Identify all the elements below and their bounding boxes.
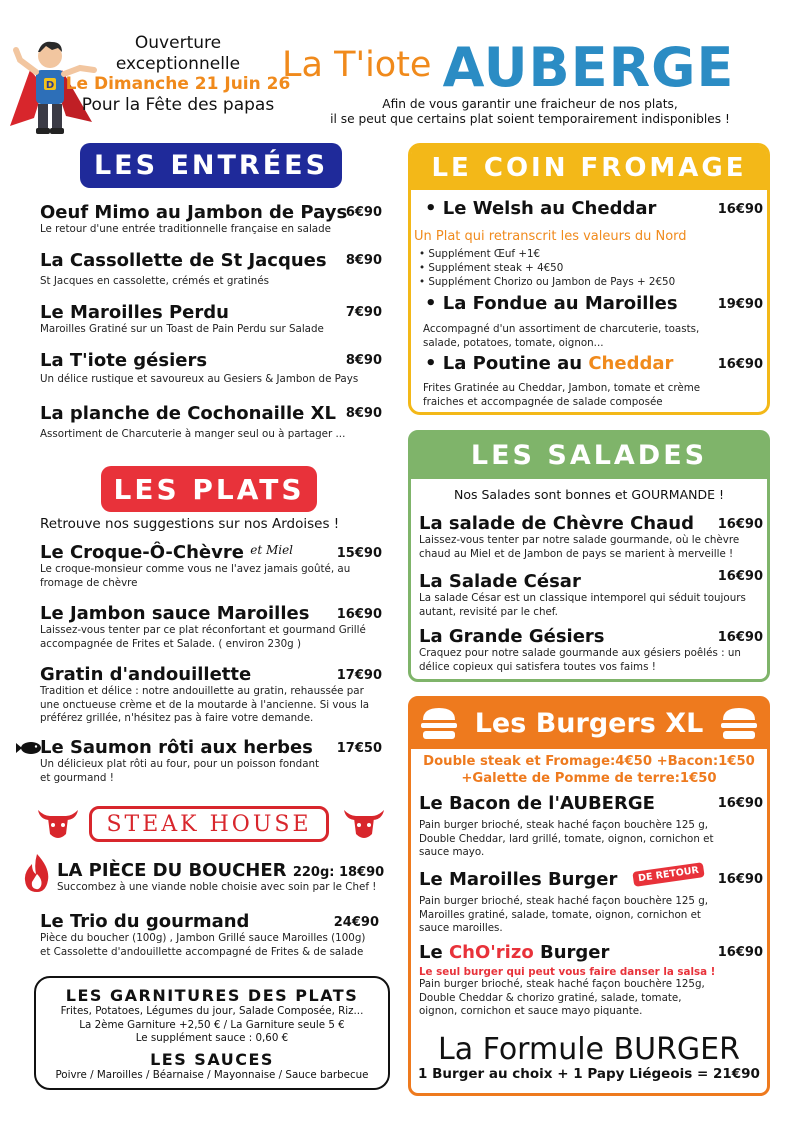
entree-item (40, 202, 385, 237)
steak-house-title: STEAK HOUSE (89, 806, 329, 842)
entree-desc: Un délice rustique et savoureux au Gesiers & Jambon de Pays (40, 373, 359, 385)
sauces-title: LES SAUCES (150, 1049, 274, 1069)
salade-item (419, 626, 763, 674)
entree-desc: Assortiment de Charcuterie à manger seul ou à partager ... (40, 428, 346, 440)
entree-desc: Maroilles Gratiné sur un Toast de Pain Perdu sur Salade (40, 323, 324, 335)
plat-name: Le Croque-Ô-Chèvre (40, 542, 244, 563)
plat-price: 17€50 (336, 741, 382, 756)
burgers-box (408, 696, 770, 1096)
fromage-title: LE COIN FROMAGE (411, 146, 767, 190)
plat-name: Le Jambon sauce Maroilles (40, 603, 310, 624)
fish-icon (16, 741, 42, 755)
piece-du-boucher (57, 860, 387, 895)
de-retour-badge: DE RETOUR (632, 862, 704, 887)
salades-subtitle: Nos Salades sont bonnes et GOURMANDE ! (453, 487, 724, 502)
fondue-desc (423, 323, 699, 350)
entree-item (40, 250, 385, 289)
burger-desc: Pain burger brioché, steak haché façon bouchère 125 g, (419, 895, 709, 907)
supplement-list: • Supplément Œuf +1€ • Supplément steak + 4€50 • Supplément Chorizo ou Jambon de Pays + 2€50 (419, 248, 676, 288)
entree-desc: Le retour d'une entrée traditionnelle française en salade (40, 223, 331, 235)
chorizo-tagline: Le seul burger qui peut vous faire danser la salsa ! (419, 966, 716, 978)
burger-supplements (411, 754, 767, 787)
welsh-name: Le Welsh au Cheddar (442, 198, 657, 219)
freshness-line-1: Afin de vous garantir une fraicheur de nos plats, (382, 97, 678, 111)
fondue-item: • La Fondue au Maroilles 19€90 (425, 293, 763, 314)
welsh-item: • Le Welsh au Cheddar 16€90 (425, 198, 763, 219)
burger-name-accent: ChO'rizo (448, 942, 534, 963)
plat-name: Le Saumon rôti aux herbes (40, 737, 313, 758)
burger-icon (719, 706, 759, 742)
bull-head-icon (36, 808, 80, 842)
plats-subtitle: Retrouve nos suggestions sur nos Ardoises ! (40, 516, 340, 532)
entree-item (40, 350, 385, 387)
opening-line-1: Ouverture (134, 33, 222, 53)
salade-desc: Laissez-vous tenter par notre salade gourmande, où le chèvre (419, 534, 740, 546)
salades-title: LES SALADES (411, 433, 767, 479)
plat-price: 15€90 (336, 546, 382, 561)
plat-desc: Un délicieux plat rôti au four, pour un poisson fondant (40, 758, 320, 770)
poutine-desc-line: Frites Gratinée au Cheddar, Jambon, tomate et crème (423, 382, 701, 394)
burger-desc: Double Cheddar & chorizo gratiné, salade, tomate, (419, 991, 682, 1004)
burger-price: 16€90 (717, 796, 763, 811)
garnitures-box (34, 976, 390, 1090)
fondue-desc-line: salade, potatoes, tomate, oignon... (423, 336, 604, 349)
welsh-tagline: Un Plat qui retranscrit les valeurs du Nord (414, 229, 687, 244)
plat-item (40, 542, 385, 590)
plat-item (40, 603, 385, 651)
supplement-item: Supplément Œuf +1€ (428, 248, 541, 260)
salade-price: 16€90 (717, 569, 763, 584)
plat-desc: préférez grillée, n'hésitez pas à faire votre demande. (40, 712, 314, 725)
entree-item (40, 302, 385, 337)
entree-name: La planche de Cochonaille XL (40, 403, 336, 424)
entrees-title: LES ENTRÉES (80, 143, 342, 188)
burger-item (419, 793, 763, 860)
poutine-item: • La Poutine au Cheddar 16€90 (425, 353, 763, 374)
entree-price: 7€90 (345, 305, 382, 320)
poutine-price: 16€90 (717, 357, 763, 372)
entree-item (40, 403, 385, 442)
entree-price: 8€90 (345, 253, 382, 268)
burger-name: Burger (539, 942, 610, 963)
salade-name: La salade de Chèvre Chaud (419, 513, 694, 534)
salade-name: La Grande Gésiers (419, 626, 605, 647)
burger-desc: Pain burger brioché, steak haché façon bouchère 125 g, (419, 819, 709, 831)
supplement-item: Supplément steak + 4€50 (428, 261, 564, 274)
burgers-header (411, 699, 767, 749)
garnitures-line: Le supplément sauce : 0,60 € (135, 1032, 289, 1045)
fondue-name: La Fondue au Maroilles (442, 293, 678, 314)
entree-desc: St Jacques en cassolette, crémés et gratinés (40, 275, 270, 287)
plat-name: Gratin d'andouillette (40, 664, 252, 685)
plat-desc: et gourmand ! (40, 771, 114, 784)
burger-price: 16€90 (717, 872, 763, 887)
poutine-desc-line: fraiches et accompagnée de salade composée (423, 395, 663, 408)
plat-price: 16€90 (336, 607, 382, 622)
opening-notice (58, 33, 298, 116)
formule-burger (411, 1033, 767, 1082)
burger-desc: oignon, cornichon et sauce mayo piquante. (419, 1005, 643, 1018)
garnitures-line: La 2ème Garniture +2,50 € / La Garniture seule 5 € (79, 1018, 345, 1031)
formule-title: La Formule BURGER (438, 1032, 740, 1067)
entree-name: Oeuf Mimo au Jambon de Pays (40, 202, 348, 223)
plat-item (40, 664, 385, 726)
burger-price: 16€90 (717, 945, 763, 960)
poutine-accent: Cheddar (588, 353, 674, 374)
piece-name: LA PIÈCE DU BOUCHER (57, 860, 287, 881)
salade-item (419, 513, 763, 561)
flame-icon (20, 852, 54, 894)
entree-name: La Cassollette de St Jacques (40, 250, 327, 271)
opening-line-2: exceptionnelle (115, 53, 241, 74)
salades-box (408, 430, 770, 682)
burger-supplement-line: +Galette de Pomme de terre:1€50 (461, 770, 717, 786)
plat-desc: Laissez-vous tenter par ce plat réconfortant et gourmand Grillé (40, 624, 366, 636)
salade-price: 16€90 (717, 630, 763, 645)
burger-desc: Maroilles gratiné, salade, tomate, oignon, cornichon et (419, 908, 701, 921)
burger-name: Le Bacon de l'AUBERGE (419, 793, 655, 814)
svg-text:D: D (45, 80, 55, 91)
burger-item (419, 864, 763, 936)
salade-desc: La salade César est un classique intemporel qui séduit toujours (419, 592, 746, 604)
brand-main: AUBERGE (442, 36, 735, 99)
entree-name: La T'iote gésiers (40, 350, 208, 371)
salade-price: 16€90 (717, 517, 763, 532)
sauces-list: Poivre / Maroilles / Béarnaise / Mayonnaise / Sauce barbecue (55, 1068, 369, 1081)
burgers-title: Les Burgers XL (474, 708, 704, 739)
entree-price: 6€90 (345, 205, 382, 220)
trio-item (40, 911, 385, 959)
salade-desc: Craquez pour notre salade gourmande aux gésiers poêlés : un (419, 647, 741, 659)
plat-desc: une onctueuse crème et de la moutarde à l'ancienne. Si vous la (40, 698, 370, 711)
garnitures-line: Frites, Potatoes, Légumes du jour, Salade Composée, Riz... (60, 1005, 364, 1017)
piece-price: 220g: 18€90 (292, 865, 385, 880)
fondue-desc-line: Accompagné d'un assortiment de charcuterie, toasts, (423, 323, 700, 335)
poutine-name: La Poutine au (442, 353, 583, 374)
freshness-line-2: il se peut que certains plat soient temporairement indisponibles ! (330, 111, 730, 126)
burger-desc: Double Cheddar, lard grillé, tomate, oignon, cornichon et (419, 832, 714, 845)
plat-desc: Le croque-monsieur comme vous ne l'avez jamais goûté, au (40, 563, 351, 575)
salade-item (419, 571, 763, 619)
supplement-item: Supplément Chorizo ou Jambon de Pays + 2€50 (428, 275, 676, 288)
opening-date: Le Dimanche 21 Juin 26 (65, 74, 291, 95)
burger-name: Le Maroilles Burger (419, 869, 618, 890)
trio-desc: et Cassolette d'andouillette accompagné de Frites & de salade (40, 945, 364, 958)
formule-desc: 1 Burger au choix + 1 Papy Liégeois = 21€90 (418, 1066, 760, 1082)
brand-title (282, 36, 792, 99)
plat-desc: Tradition et délice : notre andouillette au gratin, rehaussée par (40, 685, 364, 697)
fondue-price: 19€90 (717, 297, 763, 312)
entree-price: 8€90 (345, 353, 382, 368)
burger-name: Le (419, 942, 443, 963)
plat-price: 17€90 (336, 668, 382, 683)
salade-desc: chaud au Miel et de Jambon de pays se marient à merveille ! (419, 547, 734, 560)
burger-item (419, 942, 763, 1019)
entree-price: 8€90 (345, 406, 382, 421)
freshness-notice (300, 97, 760, 127)
welsh-price: 16€90 (717, 202, 763, 217)
salade-desc: délice copieux qui satisfera toutes vos faims ! (419, 660, 656, 673)
garnitures-title: LES GARNITURES DES PLATS (65, 986, 359, 1005)
salade-desc: autant, revisité par le chef. (419, 605, 558, 618)
fromage-box (408, 143, 770, 415)
trio-desc: Pièce du boucher (100g) , Jambon Grillé sauce Maroilles (100g) (40, 932, 366, 944)
trio-price: 24€90 (333, 915, 379, 930)
burger-desc: Pain burger brioché, steak haché façon bouchère 125g, (419, 978, 705, 990)
salade-name: La Salade César (419, 571, 581, 592)
burger-desc: sauce maroilles. (419, 922, 503, 935)
plat-desc: accompagnée de Frites et Salade. ( environ 230g ) (40, 637, 302, 650)
brand-prefix: La T'iote (282, 45, 432, 85)
bull-head-icon (342, 808, 386, 842)
piece-desc: Succombez à une viande noble choisie avec soin par le Chef ! (57, 881, 377, 893)
trio-name: Le Trio du gourmand (40, 911, 250, 932)
fete-line: Pour la Fête des papas (81, 95, 275, 116)
burger-desc: sauce mayo. (419, 846, 485, 859)
poutine-desc (423, 382, 700, 409)
plat-desc: fromage de chèvre (40, 576, 138, 589)
plat-name-extra: et Miel (250, 543, 294, 557)
plat-item (40, 737, 385, 785)
burger-supplement-line: Double steak et Fromage:4€50 +Bacon:1€50 (423, 754, 755, 769)
entree-name: Le Maroilles Perdu (40, 302, 229, 323)
plats-title: LES PLATS (101, 466, 317, 512)
